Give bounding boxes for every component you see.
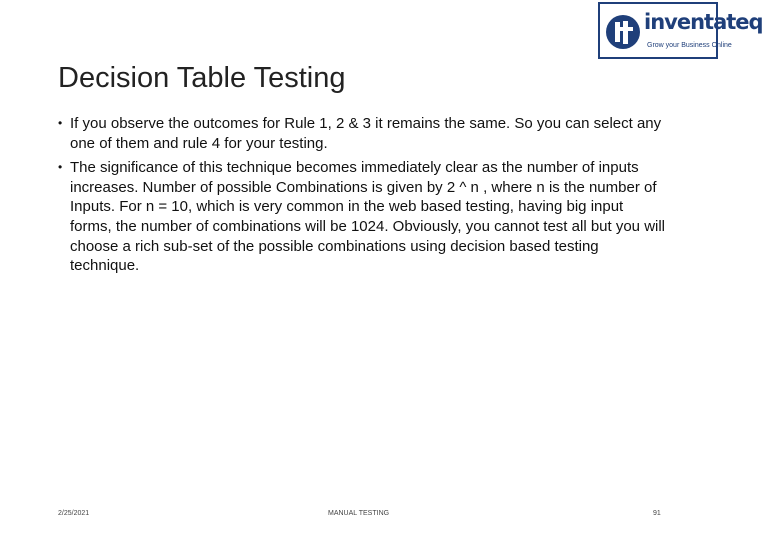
- slide-body: [58, 114, 668, 281]
- bullet-text: If you observe the outcomes for Rule 1, 2 & 3 it remains the same. So you can select any one of them and rule 4 for your testing.: [70, 115, 662, 152]
- footer-title: MANUAL TESTING: [328, 510, 390, 517]
- page-number: 91: [653, 510, 661, 517]
- bullet-dot-icon: •: [58, 116, 63, 130]
- bullet-text: The significance of this technique becomes immediately clear as the number of inputs increases. Number of possible Combinations is given by 2 ^ n , where n is the number of Inputs. For n = 10, which is very common in the web based testing, having big input forms, the number of combinations will be 1024. Obviously, you cannot test all but you will choose a rich sub-set of the possible combinations using decision based testing technique.: [70, 159, 666, 275]
- bullet-item: [58, 158, 668, 276]
- company-logo: [598, 2, 763, 59]
- logo-tagline: Grow your Business Online: [647, 42, 732, 49]
- logo-wordmark: inventateq: [644, 10, 763, 34]
- bullet-item: [58, 114, 668, 153]
- logo-mark-icon: [604, 12, 642, 52]
- footer-date: 2/25/2021: [58, 510, 90, 517]
- bullet-dot-icon: •: [58, 160, 63, 175]
- slide-title: Decision Table Testing: [58, 62, 346, 94]
